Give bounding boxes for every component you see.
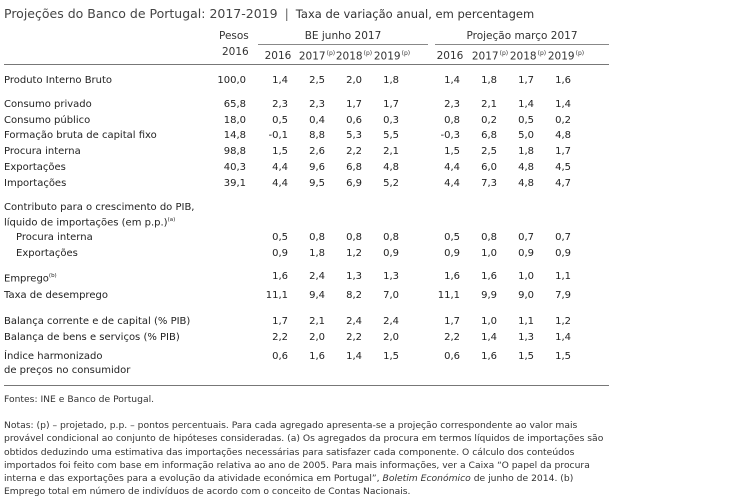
cell-be-2017: 9,6 [309, 162, 325, 173]
header-rule [4, 64, 609, 65]
cell-proj-2016: 1,6 [444, 271, 460, 282]
year-be-2016: 2016 [264, 50, 292, 62]
group-underline-proj [435, 44, 609, 45]
year-be-2018: 2018$^{(p)}$ [335, 50, 373, 63]
sources-text: Fontes: INE e Banco de Portugal. [4, 394, 155, 405]
cell-proj-2019: 1,1 [555, 271, 571, 282]
table-row [0, 98, 750, 112]
cell-proj-2017: 2,5 [481, 146, 497, 157]
table-row [0, 114, 750, 128]
cell-weight: 100,0 [217, 75, 246, 86]
table-row [0, 315, 750, 329]
cell-proj-2016: 0,9 [444, 248, 460, 259]
cell-proj-2018: 1,8 [518, 146, 534, 157]
cell-be-2016: 1,5 [272, 146, 288, 157]
cell-proj-2019: 1,7 [555, 146, 571, 157]
cell-be-2019: 1,5 [383, 351, 399, 362]
row-label: Exportações [4, 162, 66, 173]
cell-proj-2017: 1,6 [481, 271, 497, 282]
cell-be-2019: 5,2 [383, 178, 399, 189]
cell-proj-2016: 4,4 [444, 162, 460, 173]
cell-proj-2017: 1,4 [481, 332, 497, 343]
row-label: Contributo para o crescimento do PIB, [4, 202, 195, 213]
cell-be-2019: 2,1 [383, 146, 399, 157]
cell-be-2018: 1,2 [346, 248, 362, 259]
cell-proj-2017: 6,8 [481, 130, 497, 141]
cell-proj-2019: 1,6 [555, 75, 571, 86]
cell-be-2017: 0,4 [309, 115, 325, 126]
cell-proj-2017: 0,8 [481, 232, 497, 243]
row-label: Procura interna [4, 146, 81, 157]
cell-be-2016: 4,4 [272, 178, 288, 189]
cell-be-2018: 1,3 [346, 271, 362, 282]
year-proj-2018: 2018$^{(p)}$ [509, 50, 547, 63]
table-row [0, 214, 750, 228]
row-label: líquido de importações (em p.p.)$^{(a)}$ [4, 217, 176, 229]
cell-be-2019: 1,7 [383, 99, 399, 110]
cell-be-2018: 0,8 [346, 232, 362, 243]
cell-be-2018: 2,2 [346, 146, 362, 157]
cell-proj-2018: 0,5 [518, 115, 534, 126]
table-row [0, 364, 750, 378]
cell-proj-2016: -0,3 [440, 130, 460, 141]
cell-be-2017: 2,0 [309, 332, 325, 343]
cell-proj-2018: 1,4 [518, 99, 534, 110]
group-header-be: BE junho 2017 [304, 30, 382, 42]
row-label: Índice harmonizado [4, 351, 103, 362]
cell-be-2018: 5,3 [346, 130, 362, 141]
cell-be-2019: 0,3 [383, 115, 399, 126]
cell-proj-2018: 1,0 [518, 271, 534, 282]
title-subtitle: Taxa de variação anual, em percentagem [295, 7, 535, 21]
cell-be-2019: 2,0 [383, 332, 399, 343]
page-title [4, 6, 534, 21]
cell-proj-2017: 1,0 [481, 248, 497, 259]
cell-be-2016: 2,2 [272, 332, 288, 343]
row-label: Consumo público [4, 115, 91, 126]
cell-proj-2017: 1,8 [481, 75, 497, 86]
cell-proj-2017: 9,9 [481, 290, 497, 301]
title-separator: | [284, 6, 289, 21]
cell-proj-2016: 0,6 [444, 351, 460, 362]
cell-weight: 18,0 [223, 115, 246, 126]
cell-be-2017: 1,8 [309, 248, 325, 259]
row-label: Produto Interno Bruto [4, 75, 113, 86]
cell-proj-2017: 1,0 [481, 316, 497, 327]
row-label: de preços no consumidor [4, 365, 131, 376]
cell-proj-2018: 4,8 [518, 178, 534, 189]
cell-proj-2018: 4,8 [518, 162, 534, 173]
cell-be-2017: 2,3 [309, 99, 325, 110]
cell-be-2017: 2,6 [309, 146, 325, 157]
cell-be-2019: 0,9 [383, 248, 399, 259]
cell-proj-2018: 1,5 [518, 351, 534, 362]
cell-proj-2017: 1,6 [481, 351, 497, 362]
cell-be-2017: 2,1 [309, 316, 325, 327]
cell-proj-2019: 1,5 [555, 351, 571, 362]
cell-proj-2018: 9,0 [518, 290, 534, 301]
cell-weight: 40,3 [223, 162, 246, 173]
cell-proj-2018: 0,7 [518, 232, 534, 243]
cell-proj-2016: 2,2 [444, 332, 460, 343]
cell-proj-2016: 1,4 [444, 75, 460, 86]
cell-be-2018: 2,4 [346, 316, 362, 327]
cell-be-2016: 0,5 [272, 232, 288, 243]
cell-proj-2019: 1,4 [555, 332, 571, 343]
cell-be-2017: 0,8 [309, 232, 325, 243]
cell-be-2017: 1,6 [309, 351, 325, 362]
row-label: Formação bruta de capital fixo [4, 130, 157, 141]
table-row [0, 331, 750, 345]
cell-be-2019: 1,8 [383, 75, 399, 86]
table-row [0, 161, 750, 175]
cell-be-2019: 2,4 [383, 316, 399, 327]
table-row [0, 129, 750, 143]
table-row [0, 247, 750, 261]
cell-be-2017: 9,4 [309, 290, 325, 301]
cell-proj-2019: 7,9 [555, 290, 571, 301]
group-underline-be [258, 44, 428, 45]
cell-weight: 14,8 [223, 130, 246, 141]
cell-weight: 98,8 [223, 146, 246, 157]
cell-proj-2016: 0,5 [444, 232, 460, 243]
cell-be-2017: 8,8 [309, 130, 325, 141]
row-label: Emprego$^{(b)}$ [4, 273, 57, 285]
table-row [0, 231, 750, 245]
footer-rule [4, 385, 609, 386]
cell-proj-2019: 4,8 [555, 130, 571, 141]
title-text: Projeções do Banco de Portugal: 2017-2019 [4, 6, 278, 21]
cell-proj-2019: 1,4 [555, 99, 571, 110]
cell-proj-2016: 1,7 [444, 316, 460, 327]
cell-be-2019: 7,0 [383, 290, 399, 301]
row-label: Balança de bens e serviços (% PIB) [4, 332, 180, 343]
year-proj-2019: 2019$^{(p)}$ [547, 50, 585, 63]
cell-proj-2018: 1,1 [518, 316, 534, 327]
cell-proj-2018: 5,0 [518, 130, 534, 141]
cell-be-2016: -0,1 [268, 130, 288, 141]
cell-proj-2016: 0,8 [444, 115, 460, 126]
cell-proj-2019: 1,2 [555, 316, 571, 327]
cell-weight: 65,8 [223, 99, 246, 110]
header-pesos-label: Pesos [219, 30, 249, 42]
cell-be-2016: 1,7 [272, 316, 288, 327]
cell-be-2016: 0,6 [272, 351, 288, 362]
cell-proj-2019: 0,7 [555, 232, 571, 243]
cell-be-2019: 5,5 [383, 130, 399, 141]
notes-part2: de junho de 2014. (b) Emprego total em número de indivíduos de acordo com o conceito de Contas Nacionais. [4, 473, 574, 498]
cell-proj-2018: 0,9 [518, 248, 534, 259]
table-row [0, 289, 750, 303]
header-pesos-year: 2016 [222, 46, 249, 58]
cell-proj-2016: 2,3 [444, 99, 460, 110]
notes-text [4, 419, 616, 499]
cell-proj-2018: 1,7 [518, 75, 534, 86]
cell-proj-2019: 4,7 [555, 178, 571, 189]
row-label: Taxa de desemprego [4, 290, 108, 301]
row-label: Exportações [16, 248, 78, 259]
cell-proj-2019: 0,2 [555, 115, 571, 126]
cell-proj-2018: 1,3 [518, 332, 534, 343]
cell-be-2018: 2,0 [346, 75, 362, 86]
cell-be-2019: 0,8 [383, 232, 399, 243]
row-label: Consumo privado [4, 99, 92, 110]
cell-be-2016: 0,5 [272, 115, 288, 126]
cell-be-2017: 9,5 [309, 178, 325, 189]
cell-proj-2017: 6,0 [481, 162, 497, 173]
row-label: Importações [4, 178, 67, 189]
table-row [0, 177, 750, 191]
group-header-proj: Projeção março 2017 [466, 30, 578, 42]
cell-be-2016: 4,4 [272, 162, 288, 173]
table-row [0, 270, 750, 284]
cell-be-2018: 1,7 [346, 99, 362, 110]
table-row [0, 201, 750, 215]
cell-be-2018: 6,9 [346, 178, 362, 189]
table-row [0, 350, 750, 364]
cell-be-2018: 0,6 [346, 115, 362, 126]
cell-weight: 39,1 [223, 178, 246, 189]
cell-proj-2017: 0,2 [481, 115, 497, 126]
cell-proj-2019: 4,5 [555, 162, 571, 173]
cell-be-2016: 0,9 [272, 248, 288, 259]
cell-be-2019: 1,3 [383, 271, 399, 282]
cell-proj-2017: 7,3 [481, 178, 497, 189]
cell-proj-2016: 11,1 [437, 290, 460, 301]
cell-be-2018: 8,2 [346, 290, 362, 301]
cell-be-2016: 11,1 [265, 290, 288, 301]
cell-be-2018: 6,8 [346, 162, 362, 173]
cell-be-2017: 2,5 [309, 75, 325, 86]
cell-proj-2019: 0,9 [555, 248, 571, 259]
cell-proj-2017: 2,1 [481, 99, 497, 110]
year-proj-2017: 2017$^{(p)}$ [471, 50, 509, 63]
cell-be-2018: 1,4 [346, 351, 362, 362]
notes-italic: Boletim Económico [382, 473, 471, 485]
cell-be-2019: 4,8 [383, 162, 399, 173]
cell-proj-2016: 1,5 [444, 146, 460, 157]
row-label: Procura interna [16, 232, 93, 243]
notes-part1: Notas: (p) – projetado, p.p. – pontos percentuais. Para cada agregado apresenta-se a projeção correspondente ao valor mais provável condicional ao conjunto de hipóteses consideradas. (a) Os agregados da procura em termos líquidos de importações são obtidos deduzindo uma estimativa das importações necessárias para satisfazer cada componente. O cálculo dos conteúdos importados foi feito com base em informação relativa ao ano de 2005. Para mais informações, ver a Caixa “O papel da procura interna e das exportações para a evolução da atividade económica em Portugal”, [4, 420, 604, 485]
cell-be-2018: 2,2 [346, 332, 362, 343]
cell-be-2016: 1,6 [272, 271, 288, 282]
table-row [0, 74, 750, 88]
row-label: Balança corrente e de capital (% PIB) [4, 316, 191, 327]
cell-be-2016: 2,3 [272, 99, 288, 110]
table-row [0, 145, 750, 159]
cell-be-2017: 2,4 [309, 271, 325, 282]
cell-be-2016: 1,4 [272, 75, 288, 86]
year-be-2019: 2019$^{(p)}$ [373, 50, 411, 63]
year-be-2017: 2017$^{(p)}$ [298, 50, 336, 63]
cell-proj-2016: 4,4 [444, 178, 460, 189]
year-proj-2016: 2016 [436, 50, 464, 62]
